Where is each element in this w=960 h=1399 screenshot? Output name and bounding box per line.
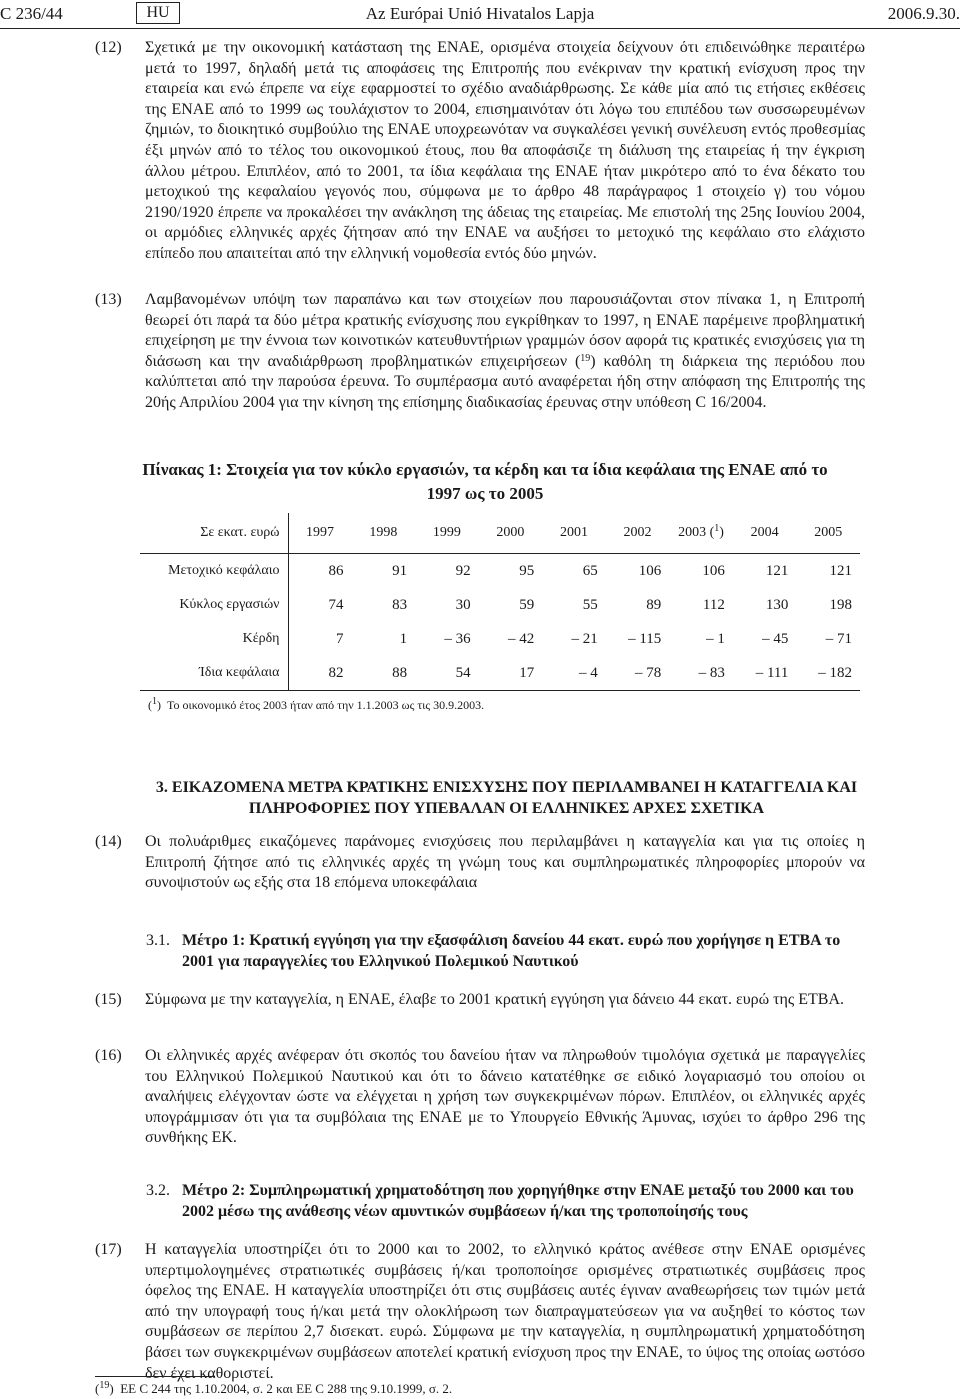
table-cell: 74 — [328, 596, 344, 613]
year-header: 2000 — [479, 513, 543, 554]
table-cell: – 45 — [762, 630, 789, 647]
text-run: Λαμβανομένων υπόψη των παραπάνω και των στοιχείων που παρουσιάζονται στον πίνακα 1, η Επιτροπή θεωρεί ότι παρά τα δύο μέτρα κρατικής ενίσχυσης που εγκρίθηκαν το 1997, η ΕΝΑΕ παρέμεινε προβληματική επιχείρηση με την έννοια των κοινοτικών κατευθυντήριων γραμμών όσον αφορά τις κρατικές ενισχύσεις για τη διάσωση και την αναδιάρθρωση προβληματικών επιχειρήσεων ( — [145, 291, 865, 370]
paragraph-number: (12) — [95, 39, 122, 56]
table-cell: 121 — [829, 562, 852, 579]
footnote-ref: 19 — [580, 352, 591, 364]
section-number: 3.1. — [146, 932, 170, 949]
table-cell: – 21 — [571, 630, 598, 647]
paragraph-text — [145, 990, 865, 1011]
table-cell: – 71 — [825, 630, 852, 647]
table-cell: – 115 — [628, 630, 662, 647]
paragraph-15 — [95, 990, 865, 1011]
table-cell: 30 — [455, 596, 471, 613]
paragraph-text — [145, 1046, 865, 1149]
table-cell: 130 — [765, 596, 789, 613]
table-cell: 65 — [582, 562, 598, 579]
text-run: ) καθόλη τη διάρκεια της περιόδου που καλύπτεται από την παρούσα έρευνα. Το συμπέρασμα αυτό αναφέρεται ήδη στην απόφαση της Επιτροπής της 20ής Απριλίου 2004 για την κίνηση της επίσημης διαδικασίας έρευνας στην υπόθεση C 16/2004. — [145, 352, 866, 411]
table-cell: – 182 — [818, 664, 852, 681]
row-label: Κύκλος εργασιών — [140, 588, 288, 622]
table-cell: 7 — [336, 630, 344, 647]
year-header: 2002 — [606, 513, 670, 554]
language-code-box: HU — [136, 2, 180, 24]
table-footnote-text: Το οικονομικό έτος 2003 ήταν από την 1.1.2003 ως τις 30.9.2003. — [167, 698, 485, 712]
table-cell: 106 — [702, 562, 725, 579]
section-title: ΕΙΚΑΖΟΜΕΝΑ ΜΕΤΡΑ ΚΡΑΤΙΚΗΣ ΕΝΙΣΧΥΣΗΣ ΠΟΥ ΠΕΡΙΛΑΜΒΑΝΕΙ Η ΚΑΤΑΓΓΕΛΙΑ ΚΑΙ ΠΛΗΡΟΦΟΡΙΕΣ ΠΟΥ ΥΠΕΒΑΛΑΝ ΟΙ ΕΛΛΗΝΙΚΕΣ ΑΡΧΕΣ ΣΧΕΤΙΚΑ — [171, 779, 858, 817]
table-footnote-mark: 1 — [152, 696, 157, 707]
row-label: Ίδια κεφάλαια — [140, 656, 288, 690]
paragraph-number: (13) — [95, 291, 122, 308]
text-run: Οι πολυάριθμες εικαζόμενες παράνομες ενισχύσεις που περιλαμβάνει η καταγγελία και για τις οποίες η Επιτροπή ζήτησε από τις ελληνικές αρχές τη γνώμη τους και συμπληρωματικές πληροφορίες μπορούν να συνοψιστούν ως εξής στα 18 επόμενα υποκεφάλαια — [145, 833, 865, 892]
paragraph-12 — [95, 38, 865, 265]
table-cell: 106 — [638, 562, 662, 579]
text-run: Σχετικά με την οικονομική κατάσταση της ΕΝΑΕ, ορισμένα στοιχεία δείχνουν ότι επιδεινώθηκε περαιτέρω μετά το 1997, δηλαδή μετά τις αποφάσεις της Επιτροπής που ενέκριναν την κρατική ενίσχυση προς την εταιρεία και ενώ έπρεπε να είχε εφαρμοστεί το σχέδιο αναδιάρθρωσης. Σε κάθε μία από τις ετήσιες εκθέσεις της ΕΝΑΕ από το 1999 ως τουλάχιστον το 2004, επισημαινόταν ότι λόγω του επιπέδου των συσσωρευμένων ζημιών, το διοικητικό συμβούλιο της ΕΝΑΕ υποχρεωνόταν να συγκαλέσει γενική συνέλευση εντός προθεσμίας έξι μηνών από το τέλος του οικονομικού έτους, που θα αποφάσιζε τη διάλυση της εταιρείας ή την έγκριση άλλου μέτρου. Επιπλέον, από το 2001, τα ίδια κεφάλαια της ΕΝΑΕ ήταν μικρότερο από το ένα δέκατο του μετοχικού της κεφαλαίου γεγονός που, σύμφωνα με το άρθρο 48 παράγραφος 1 στοιχείο γ) του νόμου 2190/1920 έπρεπε να προκαλέσει την ανάκληση της άδειας της εταιρείας. Με επιστολή της 25ης Ιουνίου 2004, οι αρμόδιες ελληνικές αρχές ζήτησαν από την ΕΝΑΕ να αυξήσει το μετοχικό της κεφάλαιο στο ελάχιστο επίπεδο που απαιτείται από την ελληνική νομοθεσία εντός δύο μηνών. — [145, 39, 865, 262]
table-cell: – 1 — [706, 630, 725, 647]
table-cell: – 111 — [755, 664, 789, 681]
year-header: 1998 — [352, 513, 416, 554]
year-header: 1999 — [415, 513, 479, 554]
row-label: Κέρδη — [140, 622, 288, 656]
table-cell: 92 — [455, 562, 471, 579]
table-cell: 121 — [765, 562, 789, 579]
paragraph-14 — [95, 832, 865, 894]
year-header: 2004 — [733, 513, 797, 554]
table-bottom-rule — [140, 690, 860, 691]
table-cell: 86 — [328, 562, 344, 579]
table-row — [140, 656, 860, 690]
section-title: Μέτρο 1: Κρατική εγγύηση για την εξασφάλιση δανείου 44 εκατ. ευρώ που χορήγησε η ΕΤΒΑ το 2001 για παραγγελίες του Ελληνικού Πολεμικού Ναυτικού — [182, 932, 841, 970]
paragraph-number: (17) — [95, 1241, 122, 1258]
table-cell: – 36 — [444, 630, 471, 647]
paragraph-text — [145, 1240, 865, 1384]
paragraph-text — [145, 38, 865, 265]
table-cell: – 78 — [635, 664, 662, 681]
table-cell: 82 — [328, 664, 344, 681]
unit-label: Σε εκατ. ευρώ — [140, 513, 288, 554]
table-cell: – 83 — [698, 664, 725, 681]
financial-table — [140, 513, 860, 690]
section-title: Μέτρο 2: Συμπληρωματική χρηματοδότηση που χορηγήθηκε στην ΕΝΑΕ μεταξύ του 2000 και του 2002 μέσω της ανάθεσης νέων αμυντικών συμβάσεων ή/και της τροποποίησής τους — [182, 1182, 854, 1220]
section-number: 3. — [155, 779, 168, 796]
section-heading-3 — [148, 778, 865, 819]
page-header — [0, 2, 960, 28]
table-cell: 59 — [519, 596, 535, 613]
table-footnote: ($^1$) Το οικονομικό έτος 2003 ήταν από την 1.1.2003 ως τις 30.9.2003. — [148, 696, 485, 712]
table-cell: 54 — [455, 664, 471, 681]
text-run: Η καταγγελία υποστηρίζει ότι το 2000 και το 2002, το ελληνικό κράτος ανέθεσε στην ΕΝΑΕ ορισμένες υπερτιμολογημένες στρατιωτικές συμβάσεις ή/και τροποποίησε ορισμένες στρατιωτικές συμβάσεις προς όφελος της ΕΝΑΕ. Η καταγγελία υποστηρίζει ότι στις συμβάσεις αυτές έγιναν αναθεωρήσεις των τιμών μετά από την υπογραφή τους ή/και μετά την ολοκλήρωση των διαπραγματεύσεων για να αυξηθεί το κόστος των συμβάσεων σε περίπου 2,7 δισεκατ. ευρώ. Σύμφωνα με την καταγγελία, η συμπληρωματική χρηματοδότηση βάσει των συγκεκριμένων συμβάσεων αποτελεί κρατική ενίσχυση προς την ΕΝΑΕ, το ύψος της οποίας ωστόσο δεν έχει καθοριστεί. — [145, 1241, 865, 1382]
table-cell: 198 — [829, 596, 852, 613]
table-note-ref: 1 — [714, 523, 720, 534]
table-cell: 89 — [646, 596, 662, 613]
section-number: 3.2. — [146, 1182, 170, 1199]
paragraph-text — [145, 832, 865, 894]
table-row — [140, 554, 860, 589]
table-header-row — [140, 513, 860, 554]
table-cell: 83 — [392, 596, 408, 613]
table-cell: 88 — [392, 664, 408, 681]
paragraph-number: (14) — [95, 833, 122, 850]
year-header: 2001 — [542, 513, 606, 554]
paragraph-text — [145, 290, 865, 414]
year-header-noted: 2003 ($^1$) — [669, 513, 733, 554]
section-heading-3-1 — [146, 931, 865, 972]
table-row — [140, 588, 860, 622]
page-footnote: ($^{19}$) ΕΕ C 244 της 1.10.2004, σ. 2 και ΕΕ C 288 της 9.10.1999, σ. 2. — [95, 1380, 453, 1396]
text-run: Οι ελληνικές αρχές ανέφεραν ότι σκοπός του δανείου ήταν να πληρωθούν τιμολόγια σχετικά με παραγγελίες του Ελληνικού Πολεμικού Ναυτικού και ότι το δάνειο κατατέθηκε σε ειδικό λογαριασμό του οποίου οι αναλήψεις ελέγχονταν ώστε να ελέγχεται η χρήση των συγκεκριμένων πόρων. Επιπλέον, οι ελληνικές αρχές υπογράμμισαν ότι για τα συμβόλαια της ΕΝΑΕ με το Υπουργείο Εθνικής Άμυνας, ισχύει το άρθρο 296 της συνθήκης ΕΚ. — [145, 1047, 865, 1147]
journal-title: Az Európai Unió Hivatalos Lapja — [365, 4, 595, 23]
year-header: 1997 — [288, 513, 352, 554]
footnote-text: ΕΕ C 244 της 1.10.2004, σ. 2 και ΕΕ C 288 της 9.10.1999, σ. 2. — [120, 1381, 453, 1396]
year-value: 2003 — [678, 525, 707, 540]
text-run: Σύμφωνα με την καταγγελία, η ΕΝΑΕ, έλαβε το 2001 κρατική εγγύηση για δάνειο 44 εκατ. ευρώ της ΕΤΒΑ. — [145, 991, 845, 1008]
footnote-mark: 19 — [99, 1380, 110, 1391]
publication-date: 2006.9.30. — [887, 4, 960, 23]
year-header: 2005 — [796, 513, 860, 554]
paragraph-17 — [95, 1240, 865, 1384]
table-cell: 112 — [702, 596, 725, 613]
section-heading-3-2 — [146, 1181, 865, 1222]
paragraph-number: (16) — [95, 1047, 122, 1064]
table-cell: – 42 — [507, 630, 535, 647]
table-cell: 17 — [519, 664, 535, 681]
table-cell: 95 — [519, 562, 535, 579]
table-cell: 1 — [399, 630, 408, 647]
row-label: Μετοχικό κεφάλαιο — [140, 554, 288, 589]
paragraph-13 — [95, 290, 865, 414]
table-cell: 55 — [582, 596, 598, 613]
table-row — [140, 622, 860, 656]
table-cell: 91 — [392, 562, 408, 579]
footnote-divider — [95, 1376, 215, 1377]
table-title: Πίνακας 1: Στοιχεία για τον κύκλο εργασιών, τα κέρδη και τα ίδια κεφάλαια της ΕΝΑΕ από το 1997 ως το 2005 — [142, 460, 828, 503]
paragraph-number: (15) — [95, 991, 122, 1008]
paragraph-16 — [95, 1046, 865, 1149]
page-ref: C 236/44 — [0, 4, 63, 23]
table-cell: – 4 — [578, 664, 598, 681]
header-divider — [0, 28, 960, 29]
